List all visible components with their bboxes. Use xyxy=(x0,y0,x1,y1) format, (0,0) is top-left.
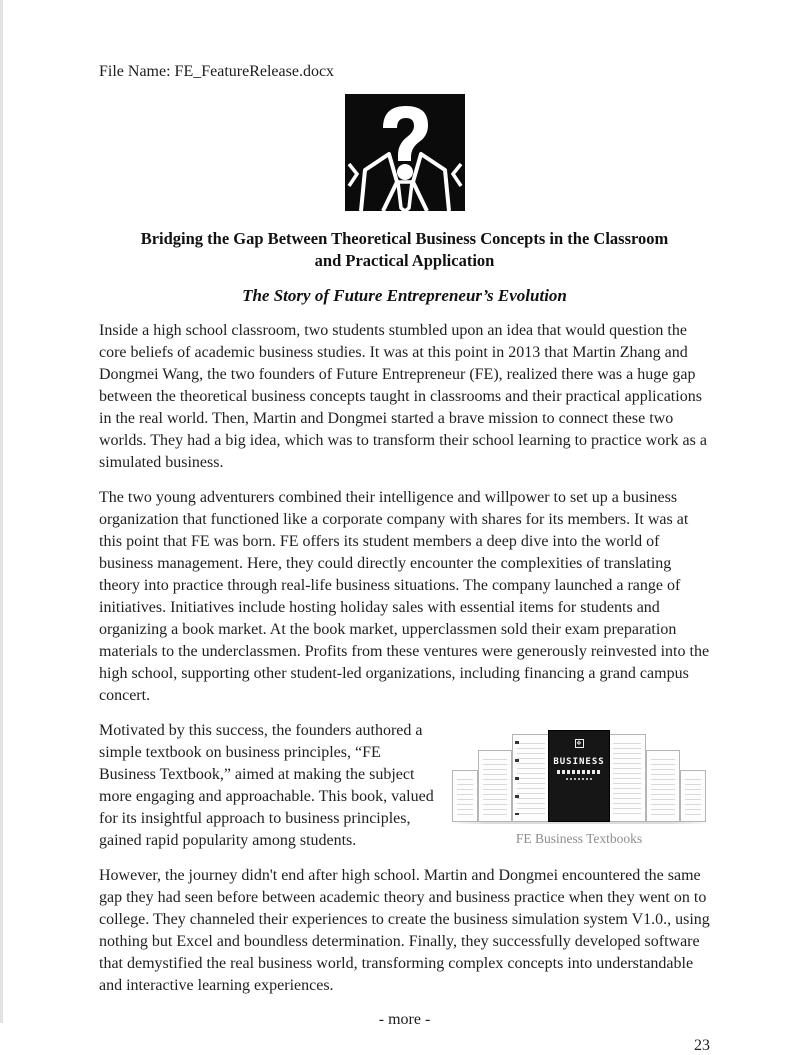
fe-logo xyxy=(345,94,465,211)
book-page xyxy=(680,770,706,822)
title-line-1: Bridging the Gap Between Theoretical Business Concepts in the Classroom xyxy=(140,229,669,248)
book-cover-subtext-marks xyxy=(566,778,592,780)
book-cover-subtitle-marks xyxy=(557,770,601,774)
paragraph-3-with-figure xyxy=(99,720,710,852)
press-release-subtitle: The Story of Future Entrepreneur’s Evolution xyxy=(242,286,567,305)
paragraph-3: Motivated by this success, the founders authored a simple textbook on business principles, “FE Business Textbook,” aimed at making the subject more engaging and approachable. This book, valued for its insightful approach to business principles, gained rapid popularity among students. xyxy=(99,722,434,849)
body-copy xyxy=(99,320,710,997)
textbook-figure xyxy=(448,726,710,847)
book-emblem-icon: ❖ xyxy=(576,740,582,747)
book-page xyxy=(646,750,680,822)
press-release-title xyxy=(99,228,710,272)
paragraph-2: The two young adventurers combined their intelligence and willpower to set up a business organization that functioned like a corporate company with shares for its members. It was at this point that FE was born. FE offers its student members a deep dive into the world of business management. Here, they could directly encounter the complexities of translating theory into practice through real-life business situations. The company launched a range of initiatives. Initiatives include hosting holiday sales with essential items for students and organizing a book market. At the book market, upperclassmen sold their exam preparation materials to the underclassmen. Profits from these ventures were generously reinvested into the high school, supporting other student-led organizations, including financing a grand campus concert. xyxy=(99,489,710,704)
book-page xyxy=(608,734,646,822)
paragraph-4: However, the journey didn't end after high school. Martin and Dongmei encountered the same gap they had seen before between academic theory and business practice when they went on to college. They channeled their experiences to create the business simulation system V1.0., using nothing but Excel and boundless determination. Finally, they successfully developed software that demystified the real business world, transforming complex concepts into understandable and interactive learning experiences. xyxy=(99,867,710,994)
book-page xyxy=(478,750,512,822)
question-mark-suit-icon xyxy=(345,94,465,211)
title-line-2: and Practical Application xyxy=(314,251,495,270)
document-page xyxy=(3,0,799,1055)
page-number: 23 xyxy=(694,1037,710,1054)
more-marker: - more - xyxy=(378,1011,431,1028)
paragraph-1: Inside a high school classroom, two students stumbled upon an idea that would question the core beliefs of academic business studies. It was at this point in 2013 that Martin Zhang and Dongmei Wang, the two founders of Future Entrepreneur (FE), realized there was a huge gap between the theoretical business concepts taught in classrooms and their practical applications in the real world. Then, Martin and Dongmei started a brave mission to connect these two worlds. They had a big idea, which was to transform their school learning to practice work as a simulated business. xyxy=(99,322,707,471)
textbook-image xyxy=(448,726,710,822)
book-page xyxy=(452,770,478,822)
book-cover-title: BUSINESS xyxy=(553,757,605,767)
figure-caption: FE Business Textbooks xyxy=(515,831,643,846)
book-page xyxy=(512,734,550,822)
business-book-cover xyxy=(548,730,610,822)
file-name-label: File Name: FE_FeatureRelease.docx xyxy=(99,63,335,80)
